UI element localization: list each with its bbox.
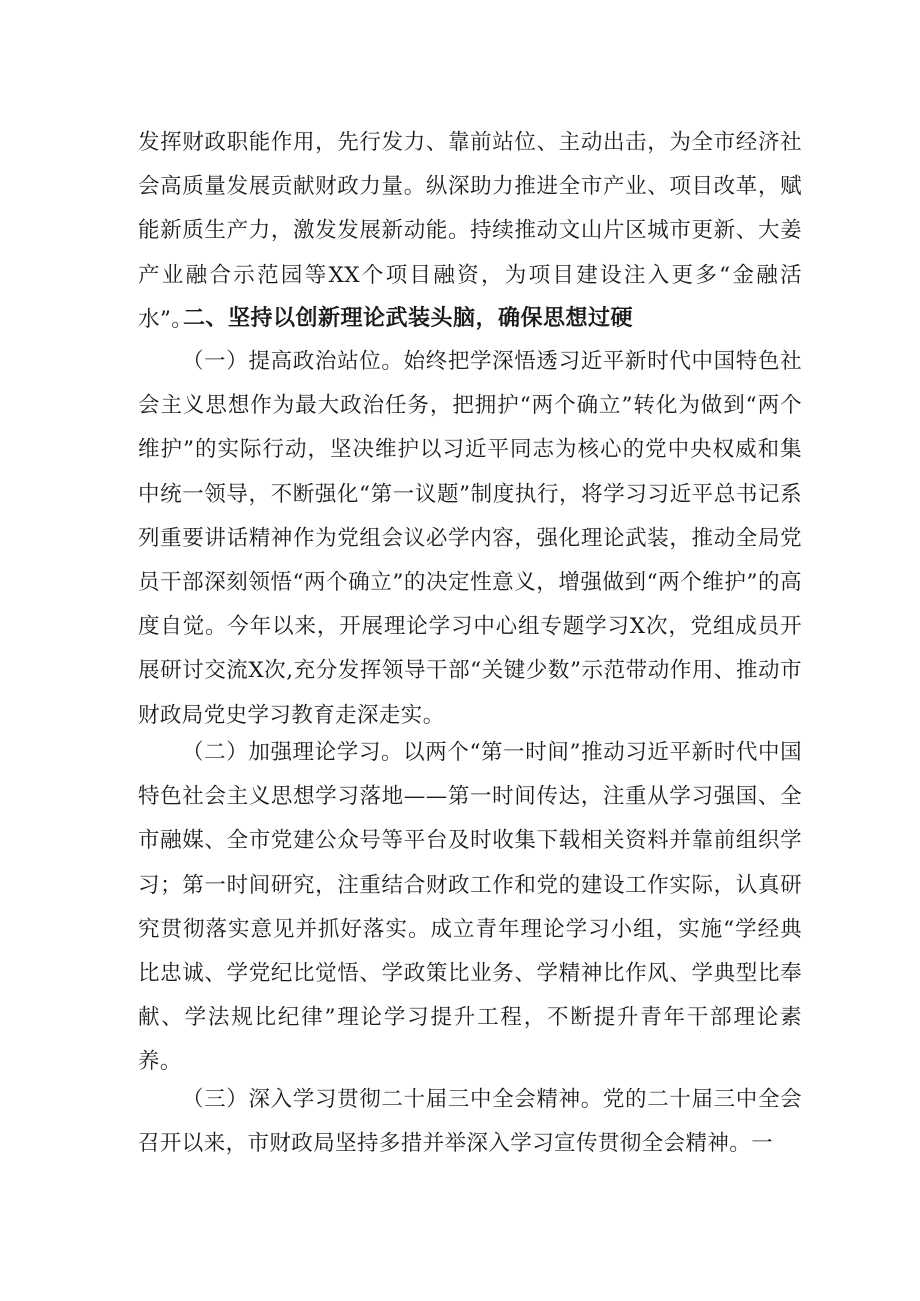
body-paragraph-plenary-session: （三）深入学习贯彻二十届三中全会精神。党的二十届三中全会召开以来，市财政局坚持多措并举深入学习宣传贯彻全会精神。一	[138, 1087, 802, 1157]
body-paragraph-continued: 发挥财政职能作用，先行发力、靠前站位、主动出击，为全市经济社会高质量发展贡献财政力量。纵深助力推进全市产业、项目改革，赋能新质生产力，激发发展新动能。持续推动文山片区城市更新、大姜产业融合示范园等XX个项目融资，为项目建设注入更多“金融活水”。	[138, 130, 802, 332]
body-paragraph-political-stance: （一）提高政治站位。始终把学深悟透习近平新时代中国特色社会主义思想作为最大政治任务，把拥护“两个确立”转化为做到“两个维护”的实际行动，坚决维护以习近平同志为核心的党中央权威和集中统一领导，不断强化“第一议题”制度执行，将学习习近平总书记系列重要讲话精神作为党组会议必学内容，强化理论武装，推动全局党员干部深刻领悟“两个确立”的决定性意义，增强做到“两个维护”的高度自觉。今年以来，开展理论学习中心组专题学习X次，党组成员开展研讨交流X次,充分发挥领导干部“关键少数”示范带动作用、推动市财政局党史学习教育走深走实。	[138, 349, 802, 728]
body-paragraph-theory-study: （二）加强理论学习。以两个“第一时间”推动习近平新时代中国特色社会主义思想学习落地——第一时间传达，注重从学习强国、全市融媒、全市党建公众号等平台及时收集下载相关资料并靠前组织学习；第一时间研究，注重结合财政工作和党的建设工作实际，认真研究贯彻落实意见并抓好落实。成立青年理论学习小组，实施“学经典比忠诚、学党纪比觉悟、学政策比业务、学精神比作风、学典型比奉献、学法规比纪律”理论学习提升工程，不断提升青年干部理论素养。	[138, 740, 802, 1075]
section-heading: 二、坚持以创新理论武装头脑，确保思想过硬	[183, 306, 634, 331]
